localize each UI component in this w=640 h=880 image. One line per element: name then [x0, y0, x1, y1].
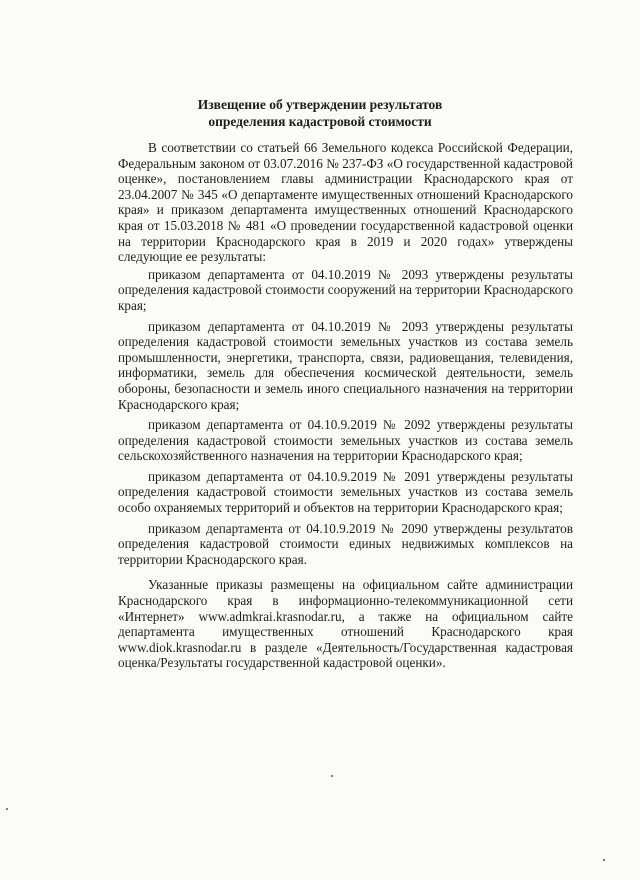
- notice-title: [0, 96, 640, 130]
- scan-speck: [603, 859, 605, 861]
- paragraph-order-agricultural-lands: приказом департамента от 04.10.9.2019 № 2092 утверждены результаты определения кадастровой стоимости земельных участков из состава земель сельскохозяйственного назначения на территории Краснодарского края;: [118, 417, 573, 464]
- scan-speck: [6, 808, 8, 810]
- paragraph-order-industrial-lands: приказом департамента от 04.10.2019 № 2093 утверждены результаты определения кадастровой стоимости земельных участков из состава земель промышленности, энергетики, транспорта, связи, радиовещания, телевидения, информатики, земель для обеспечения космической деятельности, земель обороны, безопасности и земель иного специального назначения на территории Краснодарского края;: [118, 318, 573, 412]
- paragraph-publication: Указанные приказы размещены на официальном сайте администрации Краснодарского края в информационно-телекоммуникационной сети «Интернет» www.admkrai.krasnodar.ru, а также на официальном сайте департамента имущественных отношений Краснодарского края www.diok.krasnodar.ru в разделе «Деятельность/Государственная кадастровая оценка/Результаты государственной кадастровой оценки».: [118, 577, 573, 671]
- paragraph-order-structures: приказом департамента от 04.10.2019 № 2093 утверждены результаты определения кадастровой стоимости сооружений на территории Краснодарского края;: [118, 266, 573, 313]
- paragraph-order-protected-lands: приказом департамента от 04.10.9.2019 № 2091 утверждены результаты определения кадастровой стоимости земельных участков из состава земель особо охраняемых территорий и объектов на территории Краснодарского края;: [118, 468, 573, 516]
- scan-speck: [331, 775, 333, 777]
- title-line-2: определения кадастровой стоимости: [208, 114, 432, 129]
- paragraph-order-complexes: приказом департамента от 04.10.9.2019 № 2090 утверждены результатов определения кадастровой стоимости единых недвижимых комплексов на территории Краснодарского края.: [118, 520, 573, 567]
- paragraph-intro: В соответствии со статьей 66 Земельного кодекса Российской Федерации, Федеральным законом от 03.07.2016 № 237-ФЗ «О государственной кадастровой оценке», постановлением главы администрации Краснодарского края от 23.04.2007 № 345 «О департаменте имущественных отношений Краснодарского края» и приказом департамента имущественных отношений Краснодарского края от 15.03.2018 № 481 «О проведении государственной кадастровой оценки на территории Краснодарского края в 2019 и 2020 годах» утверждены следующие ее результаты:: [118, 140, 573, 265]
- title-line-1: Извещение об утверждении результатов: [197, 97, 443, 112]
- notice-body: [118, 140, 573, 675]
